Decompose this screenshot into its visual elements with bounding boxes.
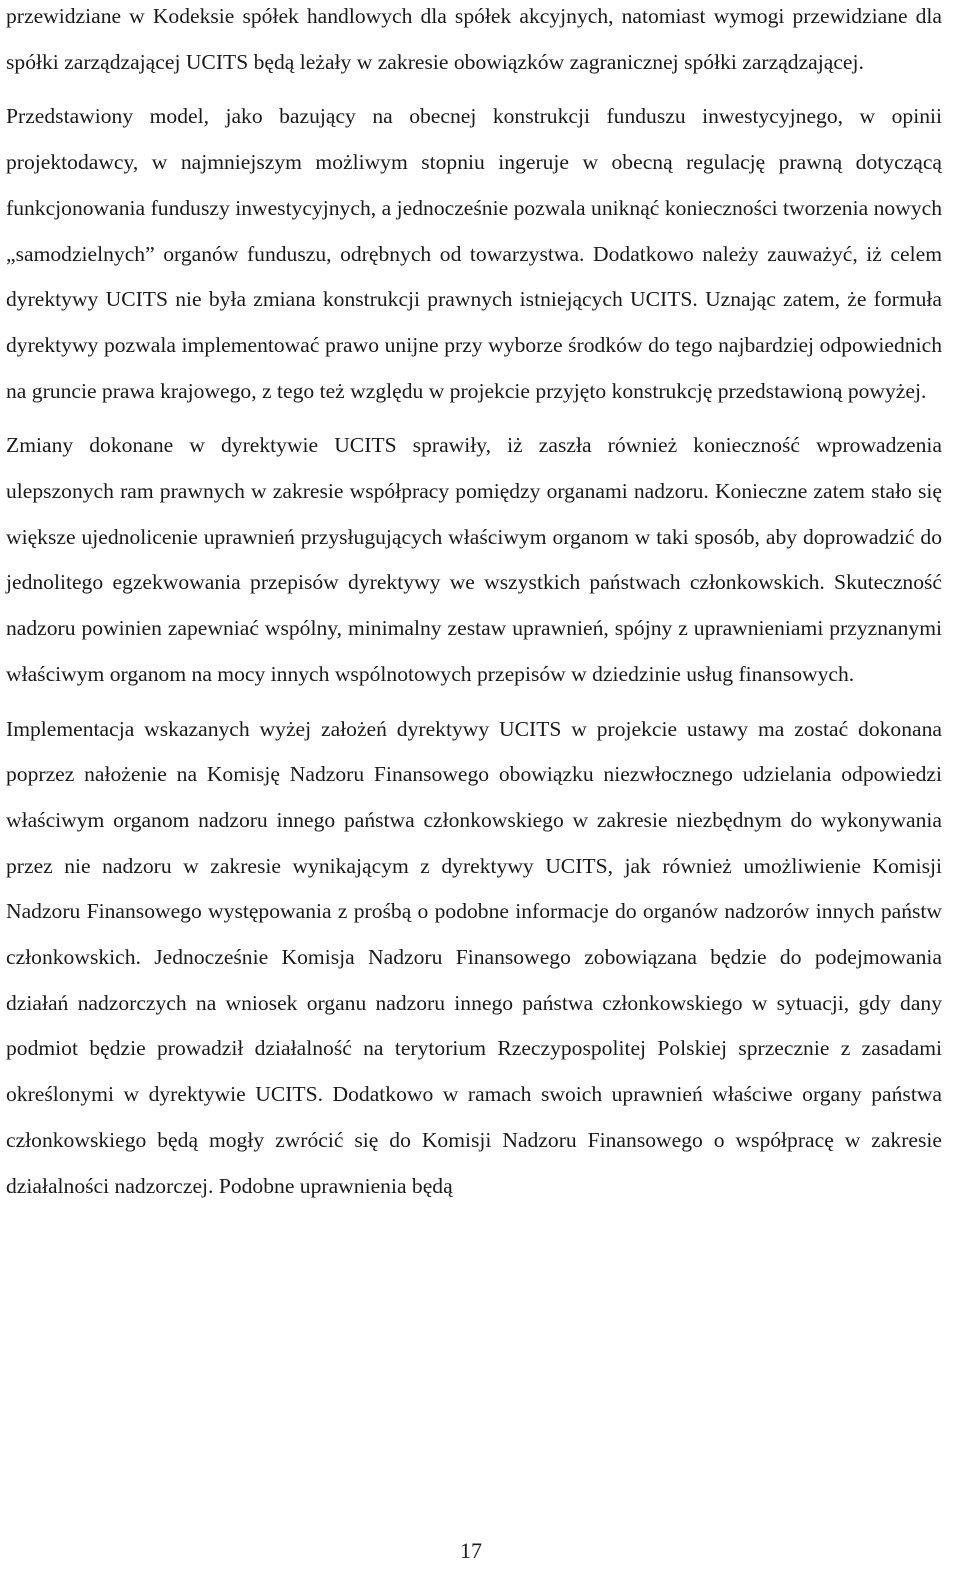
paragraph-implementation: Implementacja wskazanych wyżej założeń dyrektywy UCITS w projekcie ustawy ma zostać dokonana poprzez nałożenie na Komisję Nadzoru Finansowego obowiązku niezwłocznego udzielania odpowiedzi właściwym organom nadzoru innego państwa członkowskiego w zakresie niezbędnym do wykonywania przez nie nadzoru w zakresie wynikającym z dyrektywy UCITS, jak również umożliwienie Komisji Nadzoru Finansowego występowania z prośbą o podobne informacje do organów nadzorów innych państw członkowskich. Jednocześnie Komisja Nadzoru Finansowego zobowiązana będzie do podejmowania działań nadzorczych na wniosek organu nadzoru innego państwa członkowskiego w sytuacji, gdy dany podmiot będzie prowadził działalność na terytorium Rzeczypospolitej Polskiej sprzecznie z zasadami określonymi w dyrektywie UCITS. Dodatkowo w ramach swoich uprawnień właściwe organy państwa członkowskiego będą mogły zwrócić się do Komisji Nadzoru Finansowego o współpracę w zakresie działalności nadzorczej. Podobne uprawnienia będą <box>6 716 942 1198</box>
document-page <box>6 0 942 1209</box>
paragraph-continuation: przewidziane w Kodeksie spółek handlowych dla spółek akcyjnych, natomiast wymogi przewidziane dla spółki zarządzającej UCITS będą leżały w zakresie obowiązków zagranicznej spółki zarządzającej. <box>6 4 942 74</box>
page-number: 17 <box>460 1538 482 1563</box>
paragraph-supervision-changes: Zmiany dokonane w dyrektywie UCITS sprawiły, iż zaszła również konieczność wprowadzenia ulepszonych ram prawnych w zakresie współpracy pomiędzy organami nadzoru. Konieczne zatem stało się większe ujednolicenie uprawnień przysługujących właściwym organom w taki sposób, aby doprowadzić do jednolitego egzekwowania przepisów dyrektywy we wszystkich państwach członkowskich. Skuteczność nadzoru powinien zapewniać wspólny, minimalny zestaw uprawnień, spójny z uprawnieniami przyznanymi właściwym organom na mocy innych wspólnotowych przepisów w dziedzinie usług finansowych. <box>6 433 942 686</box>
paragraph-model-description: Przedstawiony model, jako bazujący na obecnej konstrukcji funduszu inwestycyjnego, w opinii projektodawcy, w najmniejszym możliwym stopniu ingeruje w obecną regulację prawną dotyczącą funkcjonowania funduszy inwestycyjnych, a jednocześnie pozwala uniknąć konieczności tworzenia nowych „samodzielnych” organów funduszu, odrębnych od towarzystwa. Dodatkowo należy zauważyć, iż celem dyrektywy UCITS nie była zmiana konstrukcji prawnych istniejących UCITS. Uznając zatem, że formuła dyrektywy pozwala implementować prawo unijne przy wyborze środków do tego najbardziej odpowiednich na gruncie prawa krajowego, z tego też względu w projekcie przyjęto konstrukcję przedstawioną powyżej. <box>6 104 942 403</box>
